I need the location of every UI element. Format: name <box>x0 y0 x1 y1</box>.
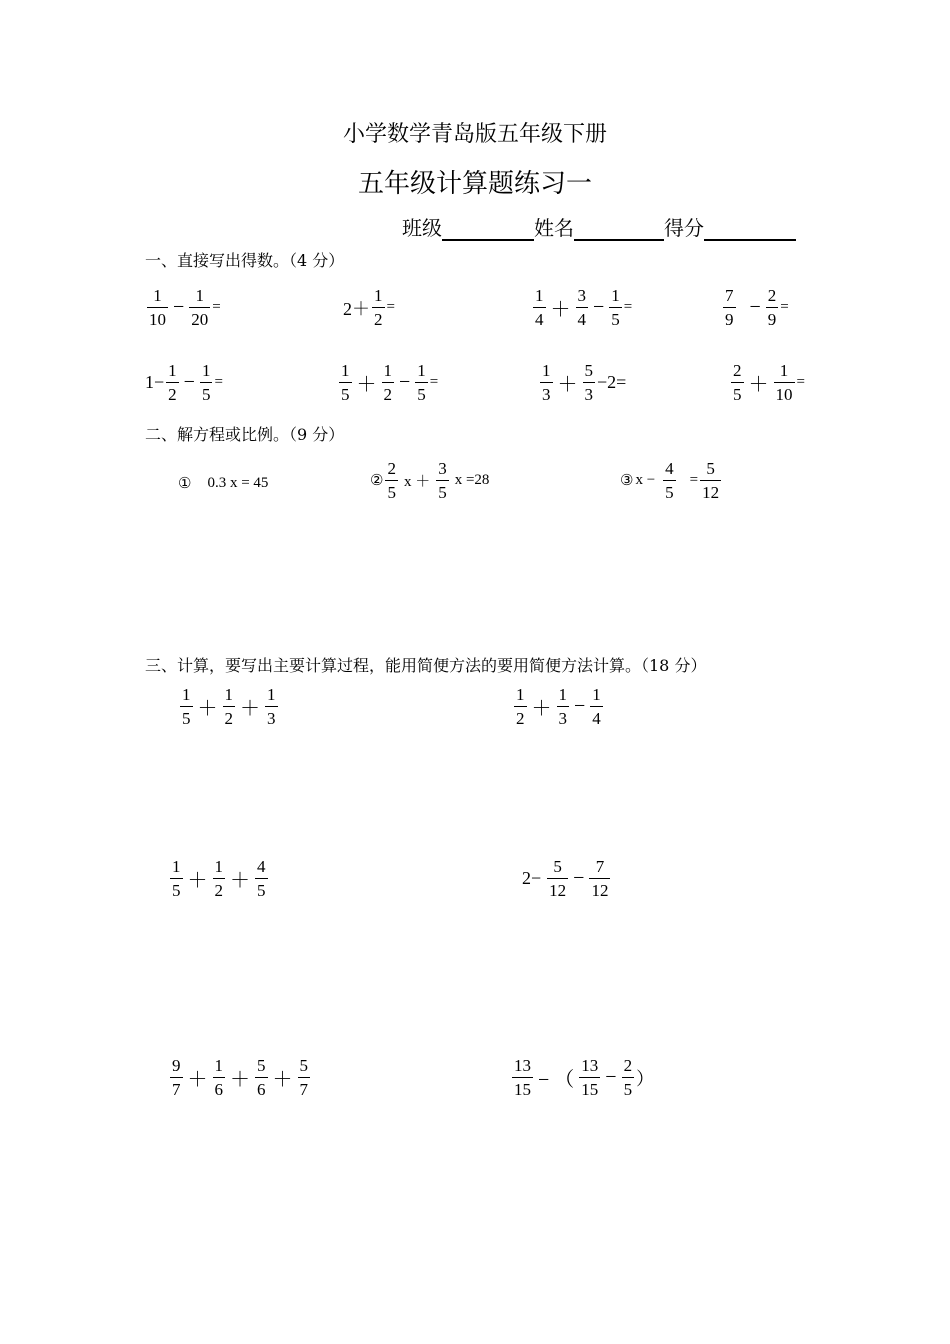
q7: $\frac{1}{3}$ ＋ $\frac{5}{3}$ −2= <box>542 361 627 404</box>
score-blank[interactable] <box>704 217 796 241</box>
fraction: $\frac{2}{5}$ <box>733 361 742 404</box>
q5: 1− $\frac{1}{2}$ − $\frac{1}{5}$ = <box>145 361 223 404</box>
student-info-line <box>402 212 796 241</box>
fraction: $\frac{1}{5}$ <box>417 361 426 404</box>
q4: $\frac{7}{9}$ − $\frac{2}{9}$ = <box>725 286 789 329</box>
fraction: $\frac{5}{3}$ <box>584 361 593 404</box>
fraction: $\frac{1}{4}$ <box>535 286 544 329</box>
q6: $\frac{1}{5}$ ＋ $\frac{1}{2}$ − $\frac{1}{5}$ = <box>341 361 439 404</box>
name-blank[interactable] <box>574 217 664 241</box>
class-blank[interactable] <box>442 217 534 241</box>
fraction: $\frac{1}{3}$ <box>558 685 567 728</box>
fraction: $\frac{5}{12}$ <box>702 459 720 502</box>
fraction: $\frac{1}{5}$ <box>172 857 181 900</box>
calc-2: $\frac{1}{2}$ ＋ $\frac{1}{3}$ − $\frac{1}{4}$ <box>516 685 601 728</box>
fraction: $\frac{2}{9}$ <box>767 286 777 329</box>
fraction: $\frac{9}{7}$ <box>172 1056 181 1099</box>
q3: $\frac{1}{4}$ ＋ $\frac{3}{4}$ − $\frac{1}{5}$ = <box>535 286 633 329</box>
page-title: 五年级计算题练习一 <box>357 169 592 199</box>
fraction: $\frac{1}{10}$ <box>775 361 793 404</box>
fraction: $\frac{1}{3}$ <box>542 361 551 404</box>
fraction: $\frac{1}{2}$ <box>214 857 223 900</box>
equation-2: ② $\frac{2}{5}$ x ＋ $\frac{3}{5}$ x =28 <box>370 459 490 502</box>
fraction: $\frac{1}{5}$ <box>201 361 211 404</box>
fraction: $\frac{1}{4}$ <box>592 685 601 728</box>
fraction: $\frac{2}{5}$ <box>387 459 396 502</box>
fraction: $\frac{1}{5}$ <box>341 361 350 404</box>
fraction: $\frac{4}{5}$ <box>665 459 674 502</box>
section-2-heading: 二、解方程或比例。（9 分） <box>145 425 345 444</box>
fraction: $\frac{5}{6}$ <box>257 1056 266 1099</box>
fraction: $\frac{1}{3}$ <box>267 685 276 728</box>
fraction: $\frac{1}{6}$ <box>214 1056 223 1099</box>
fraction: $\frac{1}{5}$ <box>611 286 620 329</box>
calc-3: $\frac{1}{5}$ ＋ $\frac{1}{2}$ ＋ $\frac{4}{5}$ <box>172 857 266 900</box>
name-label: 姓名 <box>534 216 574 240</box>
fraction: $\frac{1}{2}$ <box>168 361 177 404</box>
fraction: $\frac{7}{9}$ <box>725 286 734 329</box>
fraction: $\frac{3}{4}$ <box>577 286 586 329</box>
fraction: $\frac{1}{2}$ <box>374 286 383 329</box>
fraction: $\frac{1}{2}$ <box>383 361 392 404</box>
q2: 2＋ $\frac{1}{2}$ = <box>343 286 395 329</box>
calc-4: 2− $\frac{5}{12}$ − $\frac{7}{12}$ <box>522 857 609 900</box>
score-label: 得分 <box>664 216 704 240</box>
fraction: $\frac{13}{15}$ <box>514 1056 531 1099</box>
calc-6: $\frac{13}{15}$ − （ $\frac{13}{15}$ − $\frac{2}{5}$ ） <box>514 1056 655 1099</box>
fraction: $\frac{1}{2}$ <box>516 685 525 728</box>
fraction: $\frac{5}{12}$ <box>549 857 567 900</box>
q1: $\frac{1}{10}$ − $\frac{1}{20}$ = <box>149 286 221 329</box>
fraction: $\frac{7}{12}$ <box>591 857 609 900</box>
q8: $\frac{2}{5}$ ＋ $\frac{1}{10}$ = <box>733 361 805 404</box>
equation-1: ① 0.3 x = 45 <box>178 475 269 492</box>
fraction: $\frac{1}{5}$ <box>182 685 191 728</box>
fraction: $\frac{3}{5}$ <box>438 459 447 502</box>
fraction: $\frac{4}{5}$ <box>257 857 266 900</box>
calc-1: $\frac{1}{5}$ ＋ $\frac{1}{2}$ ＋ $\frac{1}{3}$ <box>182 685 276 728</box>
section-1-heading: 一、直接写出得数。（4 分） <box>145 251 345 270</box>
subtitle: 小学数学青岛版五年级下册 <box>342 122 607 147</box>
calc-5: $\frac{9}{7}$ ＋ $\frac{1}{6}$ ＋ $\frac{5}{6}$ ＋ $\frac{5}{7}$ <box>172 1056 308 1099</box>
class-label: 班级 <box>402 216 442 240</box>
fraction: $\frac{13}{15}$ <box>581 1056 599 1099</box>
fraction: $\frac{5}{7}$ <box>299 1056 308 1099</box>
fraction: $\frac{1}{2}$ <box>224 685 233 728</box>
fraction: $\frac{1}{20}$ <box>191 286 209 329</box>
section-3-heading: 三、计算，要写出主要计算过程，能用简便方法的要用简便方法计算。（18 分） <box>145 656 707 675</box>
fraction: $\frac{2}{5}$ <box>623 1056 633 1099</box>
fraction: $\frac{1}{10}$ <box>149 286 166 329</box>
equation-3: ③ x − $\frac{4}{5}$ = $\frac{5}{12}$ <box>620 459 720 502</box>
